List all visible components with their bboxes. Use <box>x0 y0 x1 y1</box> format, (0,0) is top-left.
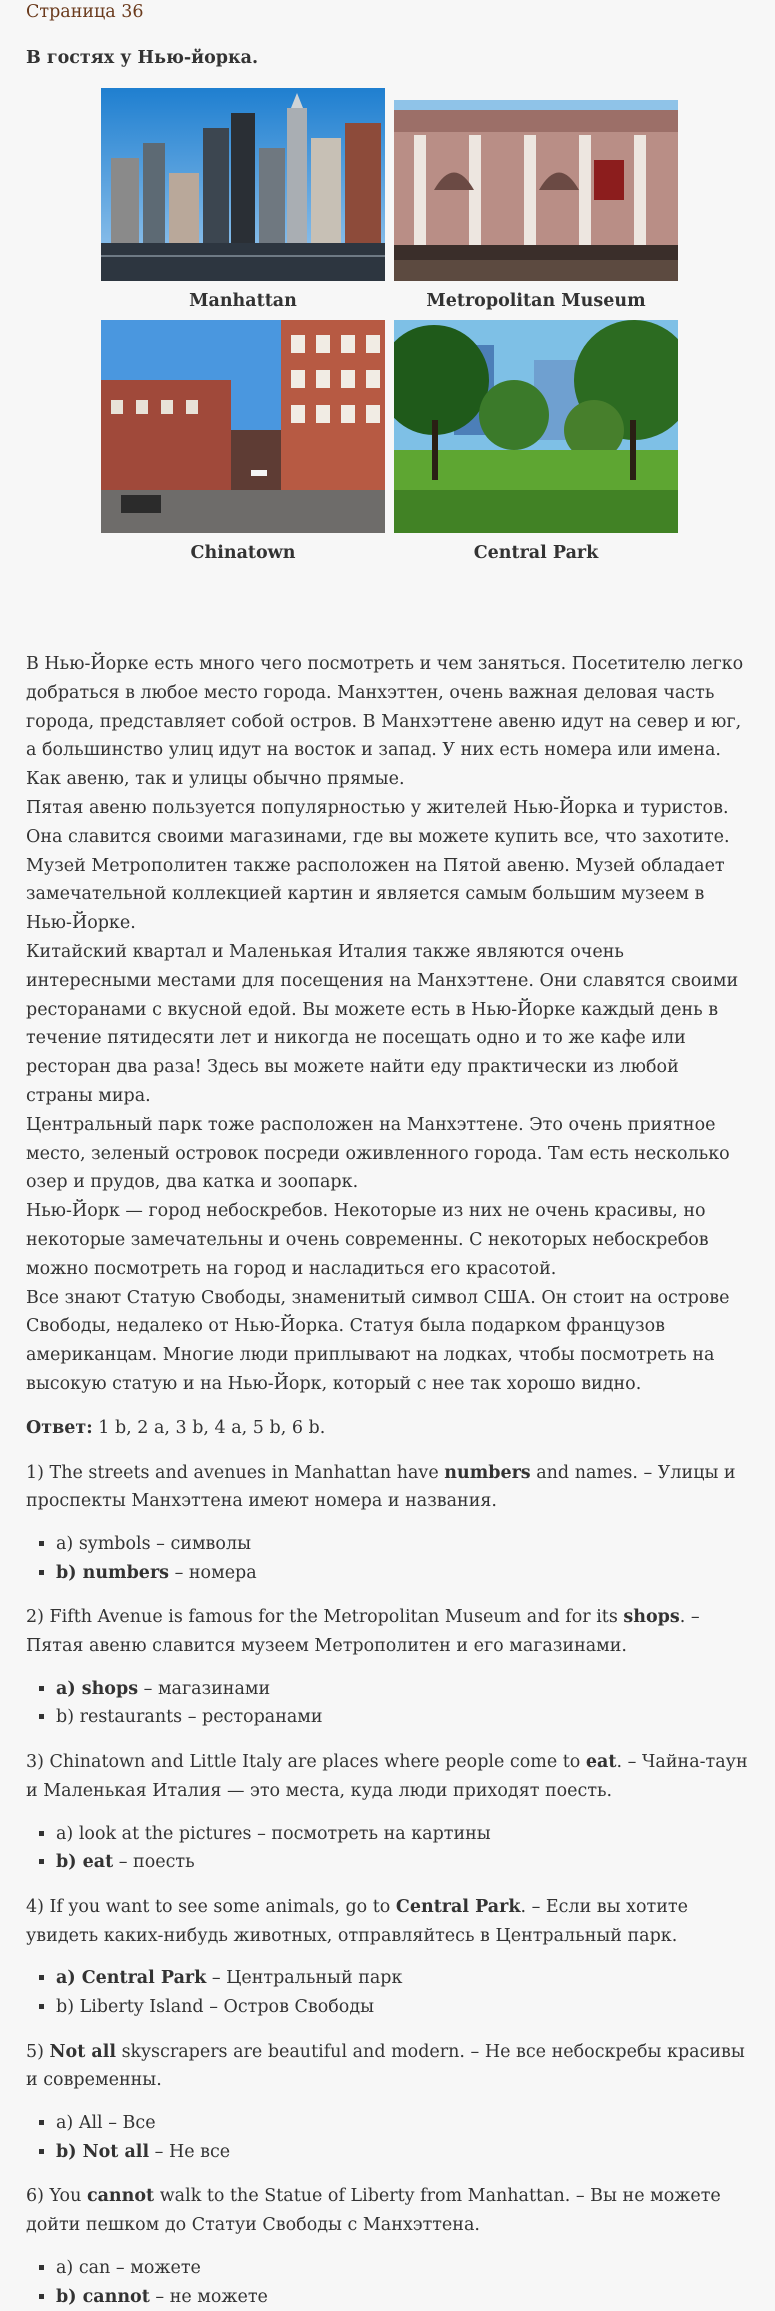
photo-cell-museum <box>394 100 678 312</box>
option-correct <box>56 2283 749 2311</box>
option-correct <box>56 1559 749 1588</box>
option-translation: – посмотреть на картины <box>251 1823 491 1844</box>
option-label: b) Liberty Island <box>56 1997 204 2018</box>
photo-cell-central-park <box>394 320 678 564</box>
question-fragment: 3) Chinatown and Little Italy are places where people come to <box>26 1752 586 1773</box>
option-item <box>56 1703 749 1732</box>
option-correct <box>56 1848 749 1877</box>
option-list <box>26 1530 749 1587</box>
option-translation: – символы <box>150 1534 251 1555</box>
question-text <box>26 1893 749 1951</box>
question-text <box>26 2182 749 2240</box>
museum-facade-photo <box>394 100 678 281</box>
option-translation: – магазинами <box>138 1678 271 1699</box>
option-translation: – поесть <box>113 1852 195 1873</box>
question-fragment: 4) If you want to see some animals, go to <box>26 1896 396 1917</box>
chinatown-street-photo <box>101 320 385 533</box>
option-list <box>26 2254 749 2311</box>
option-translation: – не можете <box>149 2286 268 2307</box>
article-paragraph: Пятая авеню пользуется популярностью у жителей Нью-Йорка и туристов. Она славится своими магазинами, где вы можете купить все, что захотите. Музей Метрополитен также расположен на Пятой авеню. Музей обладает замечательной коллекцией картин и является самым большим музеем в Нью-Йорке. <box>26 797 730 934</box>
option-label: a) shops <box>56 1678 139 1699</box>
option-item <box>56 2109 749 2138</box>
option-translation: – можете <box>110 2258 201 2279</box>
question-fragment: walk to the Statue of Liberty from Manhattan. – Вы не можете дойти пешком до Статуи Свободы с Манхэттена. <box>26 2186 721 2236</box>
option-translation: – Все <box>102 2113 156 2134</box>
option-label: b) Not all <box>56 2141 150 2162</box>
option-label: a) Central Park <box>56 1968 207 1989</box>
article-paragraph: Китайский квартал и Маленькая Италия также являются очень интересными местами для посещения на Манхэттене. Они славятся своими ресторанами с вкусной едой. Вы можете есть в Нью-Йорке каждый день в течение пятидесяти лет и никогда не посещать одно и то же кафе или ресторан два раза! Здесь вы можете найти еду практически из любой страны мира. <box>26 941 739 1106</box>
photo-caption: Metropolitan Museum <box>426 291 646 311</box>
option-label: a) can <box>56 2258 111 2279</box>
question-fragment: . – Если вы хотите увидеть каких-нибудь животных, отправляйтесь в Центральный парк. <box>26 1896 688 1946</box>
option-label: b) restaurants <box>56 1707 183 1728</box>
article-paragraph: Нью-Йорк — город небоскребов. Некоторые из них не очень красивы, но некоторые замечательны и очень современны. С некоторых небоскребов можно посмотреть на город и насладиться его красотой. <box>26 1201 709 1279</box>
option-translation: – номера <box>169 1562 257 1583</box>
question-keyword: eat <box>585 1752 617 1773</box>
option-correct <box>56 2138 749 2167</box>
page-label: Страница 36 <box>26 2 144 22</box>
question-text <box>26 1459 749 1517</box>
option-list <box>26 1964 749 2021</box>
option-translation: – Центральный парк <box>206 1968 403 1989</box>
option-label: a) All <box>56 2113 103 2134</box>
article-paragraph: В Нью-Йорке есть много чего посмотреть и чем заняться. Посетителю легко добраться в любое место города. Манхэттен, очень важная деловая часть города, представляет собой остров. В Манхэттене авеню идут на север и юг, а большинство улиц идут на восток и запад. У них есть номера или имена. Как авеню, так и улицы обычно прямые. <box>26 654 744 790</box>
question-fragment: . – Чайна-таун и Маленькая Италия — это места, куда люди приходят поесть. <box>26 1752 748 1801</box>
question-fragment: 2) Fifth Avenue is famous for the Metropolitan Museum and for its <box>26 1607 624 1628</box>
question-text <box>26 1748 749 1806</box>
answer-line <box>26 1414 749 1443</box>
photo-cell-chinatown <box>101 320 385 564</box>
option-correct <box>56 1964 749 1993</box>
option-list <box>26 1820 749 1877</box>
option-translation: – Не все <box>149 2141 231 2162</box>
question-fragment: . – Пятая авеню славится музеем Метрополитен и его магазинами. <box>26 1607 700 1657</box>
question-keyword: cannot <box>86 2186 155 2207</box>
photo-grid <box>26 88 749 616</box>
option-list <box>26 1675 749 1732</box>
article-text <box>26 650 749 1399</box>
option-item <box>56 1993 749 2022</box>
option-item <box>56 1820 749 1849</box>
option-translation: – Остров Свободы <box>203 1997 375 2018</box>
question-text <box>26 1603 749 1661</box>
question-keyword: shops <box>623 1607 680 1628</box>
option-label: b) eat <box>56 1852 114 1873</box>
article-paragraph: Все знают Статую Свободы, знаменитый символ США. Он стоит на острове Свободы, недалеко от Нью-Йорка. Статуя была подарком французов американцам. Многие люди приплывают на лодках, чтобы посмотреть на высокую статую и на Нью-Йорк, который с нее так хорошо видно. <box>26 1287 730 1394</box>
question-fragment: 5) <box>26 2041 50 2062</box>
option-label: b) numbers <box>56 1562 170 1583</box>
photo-caption: Chinatown <box>190 543 296 563</box>
question-keyword: Not all <box>49 2041 117 2062</box>
question-fragment: skyscrapers are beautiful and modern. – Не все небоскребы красивы и современны. <box>26 2041 745 2091</box>
photo-caption: Manhattan <box>189 291 297 311</box>
option-translation: – ресторанами <box>182 1707 323 1728</box>
central-park-photo <box>394 320 678 533</box>
question-fragment: 1) The streets and avenues in Manhattan have <box>26 1462 445 1483</box>
option-item <box>56 1530 749 1559</box>
option-label: b) cannot <box>56 2286 150 2307</box>
question-text <box>26 2038 749 2096</box>
article-paragraph: Центральный парк тоже расположен на Манхэттене. Это очень приятное место, зеленый островок посреди оживленного города. Там есть несколько озер и прудов, два катка и зоопарк. <box>26 1114 730 1193</box>
photo-caption: Central Park <box>473 543 599 563</box>
option-list <box>26 2109 749 2166</box>
answer-value: 1 b, 2 a, 3 b, 4 a, 5 b, 6 b. <box>92 1417 326 1438</box>
question-keyword: Central Park <box>395 1896 521 1917</box>
question-keyword: numbers <box>444 1462 531 1483</box>
answer-label: Ответ: <box>26 1417 93 1438</box>
option-item <box>56 2254 749 2283</box>
question-list <box>26 1459 749 2311</box>
photo-cell-manhattan <box>101 88 385 312</box>
question-fragment: 6) You <box>26 2186 87 2207</box>
question-fragment: and names. – Улицы и проспекты Манхэттена имеют номера и названия. <box>26 1462 736 1512</box>
option-label: a) symbols <box>56 1534 151 1555</box>
page-title: В гостях у Нью-йорка. <box>26 48 259 68</box>
option-correct <box>56 1675 749 1704</box>
manhattan-skyline-photo <box>101 88 385 281</box>
option-label: a) look at the pictures <box>56 1823 252 1844</box>
